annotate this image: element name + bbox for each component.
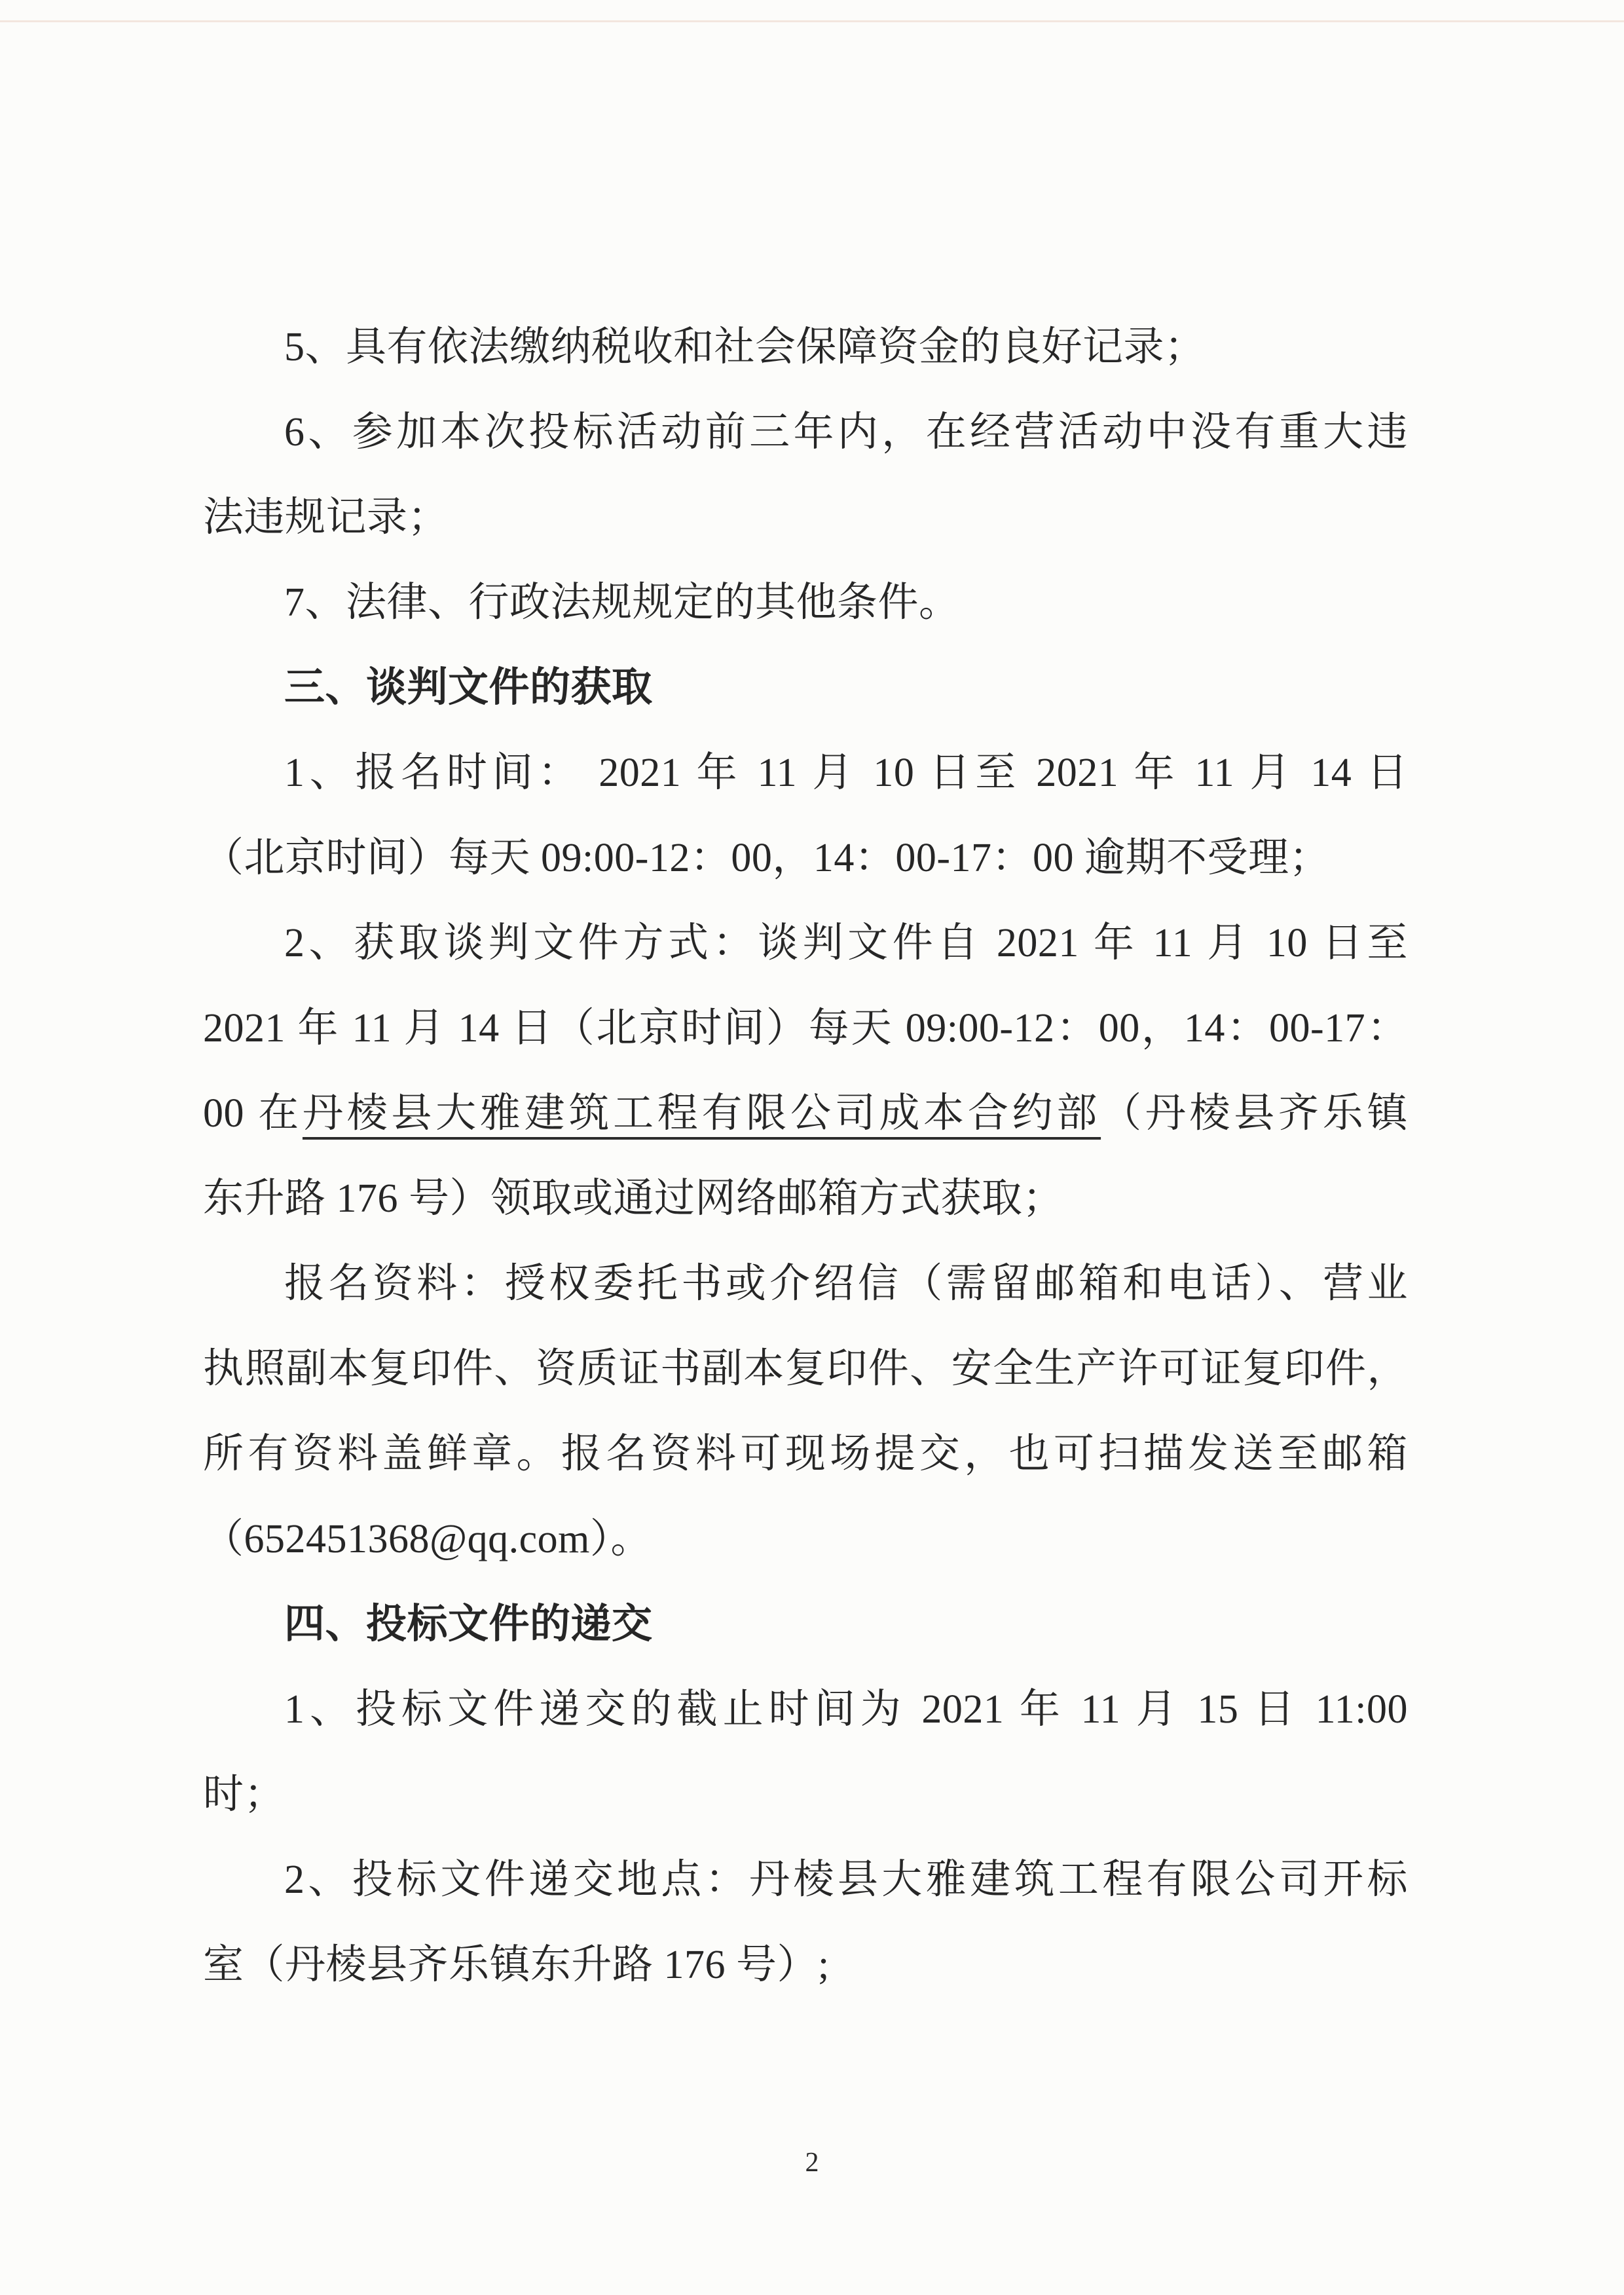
text-line: 室（丹棱县齐乐镇东升路 176 号）; (203, 1943, 830, 1987)
text-line: 6、参加本次投标活动前三年内，在经营活动中没有重大违 (284, 410, 1408, 455)
text-line: （北京时间）每天 09:00-12：00，14：00-17：00 逾期不受理； (203, 836, 1331, 880)
text-segment: 00 在 (203, 1091, 303, 1136)
text-line: 报名资料：授权委托书或介绍信（需留邮箱和电话）、营业 (284, 1261, 1408, 1306)
document-body (203, 305, 1408, 2007)
section-heading: 三、谈判文件的获取 (284, 665, 653, 710)
scan-edge-artifact (0, 20, 1624, 22)
text-line: 2、获取谈判文件方式：谈判文件自 2021 年 11 月 10 日至 (284, 921, 1408, 965)
text-line: 时； (203, 1772, 286, 1817)
text-segment: （丹棱县齐乐镇 (1101, 1091, 1408, 1136)
text-line: 5、具有依法缴纳税收和社会保障资金的良好记录； (284, 325, 1206, 369)
text-line: 7、法律、行政法规规定的其他条件。 (284, 580, 960, 625)
text-line: 1、报名时间： 2021 年 11 月 10 日至 2021 年 11 月 14 日 (284, 751, 1408, 795)
text-line: 所有资料盖鲜章。报名资料可现场提交，也可扫描发送至邮箱 (203, 1432, 1408, 1476)
text-line: 执照副本复印件、资质证书副本复印件、安全生产许可证复印件， (203, 1347, 1408, 1391)
text-line: 法违规记录； (203, 495, 449, 540)
text-line (203, 1071, 1408, 1156)
page-number: 2 (805, 2148, 819, 2178)
text-line: （652451368@qq.com）。 (203, 1517, 652, 1561)
text-line: 1、投标文件递交的截止时间为 2021 年 11 月 15 日 11:00 (284, 1687, 1408, 1732)
text-line: 2、投标文件递交地点：丹棱县大雅建筑工程有限公司开标 (284, 1857, 1408, 1902)
section-heading: 四、投标文件的递交 (284, 1601, 653, 1647)
underlined-company-name: 丹棱县大雅建筑工程有限公司成本合约部 (302, 1091, 1101, 1136)
text-line: 东升路 176 号）领取或通过网络邮箱方式获取； (203, 1176, 1064, 1221)
text-line: 2021 年 11 月 14 日（北京时间）每天 09:00-12：00，14：00-17： (203, 1006, 1408, 1051)
